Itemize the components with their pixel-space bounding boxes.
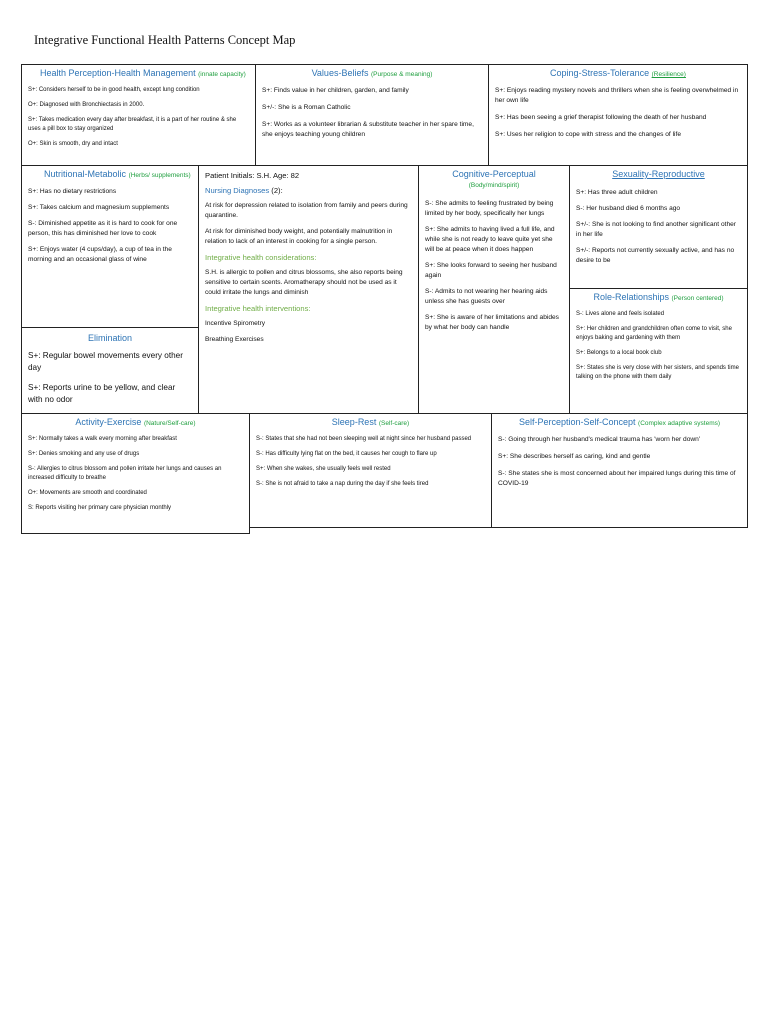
list-item: S+: She looks forward to seeing her husband again xyxy=(425,262,557,279)
list-item: S+: States she is very close with her sisters, and spends time talking on the phone with them daily xyxy=(576,365,739,380)
list-item: S+/-: She is a Roman Catholic xyxy=(262,104,351,111)
list-item: S+: When she wakes, she usually feels well rested xyxy=(256,466,391,472)
list-item: S+: Belongs to a local book club xyxy=(576,350,662,356)
coping-subtitle: (Resilience) xyxy=(651,71,686,78)
activity-header xyxy=(28,417,243,429)
list-item: S+/-: Reports not currently sexually active, and has no desire to be xyxy=(576,247,735,264)
list-item: S+: Reports urine to be yellow, and clear with no odor xyxy=(28,383,176,404)
cognitive-items xyxy=(425,199,563,333)
elimination-header xyxy=(28,333,192,344)
list-item: O+: Diagnosed with Bronchiectasis in 2000. xyxy=(28,102,145,108)
nutritional-header xyxy=(28,169,192,181)
sleep-box xyxy=(249,413,492,528)
values-beliefs-title: Values-Beliefs xyxy=(311,68,369,78)
list-item: S-: She is not afraid to take a nap during the day if she feels tired xyxy=(256,481,429,487)
self-perception-title: Self-Perception-Self-Concept xyxy=(518,417,636,427)
role-items xyxy=(576,310,741,382)
elimination-items xyxy=(28,350,192,406)
cognitive-subtitle: (Body/mind/spirit) xyxy=(468,182,520,189)
list-item: S+: Uses her religion to cope with stress and the changes of life xyxy=(495,131,682,138)
sleep-header xyxy=(256,417,485,429)
list-item: S+: Takes calcium and magnesium supplements xyxy=(28,204,170,211)
list-item: S+: Her children and grandchildren often come to visit, she enjoys baking and gardening with them xyxy=(576,326,732,341)
intervention-item: Incentive Spirometry xyxy=(205,320,266,327)
list-item: S+: Finds value in her children, garden, and family xyxy=(262,87,409,94)
list-item: S+: Has three adult children xyxy=(576,189,658,196)
nursing-diagnoses-title: Nursing Diagnoses xyxy=(205,186,270,195)
list-item: S-: Admits to not wearing her hearing aids unless she has guests over xyxy=(425,288,548,305)
list-item: S+: She describes herself as caring, kind and gentle xyxy=(498,453,651,460)
sexuality-header xyxy=(576,169,741,180)
nutritional-title: Nutritional-Metabolic xyxy=(44,169,127,179)
sleep-items xyxy=(256,435,485,489)
list-item: S+: Enjoys reading mystery novels and thrillers when she is feeling overwhelmed in her own life xyxy=(495,87,739,104)
diagnosis-item: At risk for depression related to isolation from family and peers during quarantine. xyxy=(205,202,408,219)
health-perception-box xyxy=(21,64,256,166)
list-item: S+: Considers herself to be in good health, except lung condition xyxy=(28,87,200,93)
list-item: S+: Regular bowel movements every other day xyxy=(28,351,183,372)
values-beliefs-box xyxy=(255,64,489,166)
list-item: S-: Allergies to citrus blossom and pollen irritate her lungs and causes an increased difficulty to breathe xyxy=(28,466,222,481)
self-perception-box xyxy=(491,413,748,528)
self-perception-subtitle: (Complex adaptive systems) xyxy=(638,420,721,427)
role-subtitle: (Person centered) xyxy=(671,295,724,302)
role-header xyxy=(576,292,741,304)
list-item: O+: Skin is smooth, dry and intact xyxy=(28,141,118,147)
list-item: S+: Has been seeing a grief therapist following the death of her husband xyxy=(495,114,707,121)
health-perception-subtitle: (innate capacity) xyxy=(198,71,246,78)
nursing-diagnoses-count: (2): xyxy=(271,186,283,195)
sleep-subtitle: (Self-care) xyxy=(378,420,410,427)
list-item: S+: She is aware of her limitations and abides by what her body can handle xyxy=(425,314,559,331)
sleep-title: Sleep-Rest xyxy=(331,417,377,427)
values-beliefs-items xyxy=(262,86,482,140)
list-item: S-: Lives alone and feels isolated xyxy=(576,311,665,317)
consideration-item: S.H. is allergic to pollen and citrus blossoms, she also reports being sensitive to certain scents. Aromatherapy should not be used as it could irritate the lungs and diminish xyxy=(205,269,403,296)
diagnosis-item: At risk for diminished body weight, and potentially malnutrition in relation to lack of an interest in cooking for a single person. xyxy=(205,228,393,245)
role-box xyxy=(569,288,748,414)
values-beliefs-subtitle: (Purpose & meaning) xyxy=(370,71,433,78)
list-item: S+: She admits to having lived a full life, and while she is not ready to leave quite yet she will be at peace when it does happen xyxy=(425,226,555,253)
role-title: Role-Relationships xyxy=(593,292,669,302)
self-perception-items xyxy=(498,435,741,489)
interventions-label: Integrative health interventions: xyxy=(205,304,311,313)
list-item: S-: Diminished appetite as it is hard to cook for one person, this has diminished her love to cook xyxy=(28,220,178,237)
nutritional-box xyxy=(21,165,199,328)
coping-items xyxy=(495,86,741,140)
list-item: S+: Takes medication every day after breakfast, it is a part of her routine & she uses a pill box to stay organized xyxy=(28,117,237,132)
coping-title: Coping-Stress-Tolerance xyxy=(550,68,650,78)
list-item: O+: Movements are smooth and coordinated xyxy=(28,490,147,496)
list-item: S-: She states she is most concerned about her impaired lungs during this time of COVID-19 xyxy=(498,470,736,487)
cognitive-header xyxy=(425,169,563,191)
elimination-box xyxy=(21,327,199,414)
list-item: S-: Has difficulty lying flat on the bed, it causes her cough to flare up xyxy=(256,451,437,457)
sexuality-box xyxy=(569,165,748,289)
list-item: S+: Normally takes a walk every morning after breakfast xyxy=(28,436,177,442)
activity-box xyxy=(21,413,250,534)
sexuality-items xyxy=(576,188,741,266)
list-item: S+: Has no dietary restrictions xyxy=(28,188,117,195)
list-item: S+/-: She is not looking to find another significant other in her life xyxy=(576,221,736,238)
sexuality-title: Sexuality-Reproductive xyxy=(612,169,705,179)
health-perception-title: Health Perception-Health Management xyxy=(40,68,196,78)
coping-header xyxy=(495,68,741,80)
activity-items xyxy=(28,435,243,513)
activity-subtitle: (Nature/Self-care) xyxy=(143,420,196,427)
list-item: S: Reports visiting her primary care physician monthly xyxy=(28,505,172,511)
list-item: S-: States that she had not been sleeping well at night since her husband passed xyxy=(256,436,472,442)
values-beliefs-header xyxy=(262,68,482,80)
activity-title: Activity-Exercise xyxy=(75,417,142,427)
list-item: S+: Enjoys water (4 cups/day), a cup of tea in the morning and an occasional glass of wine xyxy=(28,246,172,263)
nutritional-items xyxy=(28,187,192,265)
list-item: S-: She admits to feeling frustrated by being limited by her body, specifically her lungs xyxy=(425,200,554,217)
document-title: Integrative Functional Health Patterns Concept Map xyxy=(34,33,296,47)
list-item: S+: Works as a volunteer librarian & substitute teacher in her spare time, she enjoys teaching young children xyxy=(262,121,474,138)
list-item: S-: Going through her husband's medical trauma has 'worn her down' xyxy=(498,436,701,443)
intervention-item: Breathing Exercises xyxy=(205,336,264,343)
cognitive-title: Cognitive-Perceptual xyxy=(452,169,536,179)
nutritional-subtitle: (Herbs/ supplements) xyxy=(128,172,191,179)
coping-box xyxy=(488,64,748,166)
health-perception-header xyxy=(28,68,249,80)
considerations-label: Integrative health considerations: xyxy=(205,253,317,262)
nursing-diagnoses-label xyxy=(205,186,412,195)
list-item: S-: Her husband died 6 months ago xyxy=(576,205,681,212)
cognitive-box xyxy=(418,165,570,414)
health-perception-items xyxy=(28,86,249,149)
patient-box xyxy=(198,165,419,414)
list-item: S+: Denies smoking and any use of drugs xyxy=(28,451,140,457)
self-perception-header xyxy=(498,417,741,429)
elimination-title: Elimination xyxy=(87,333,133,343)
patient-initials: Patient Initials: S.H. Age: 82 xyxy=(205,171,300,180)
